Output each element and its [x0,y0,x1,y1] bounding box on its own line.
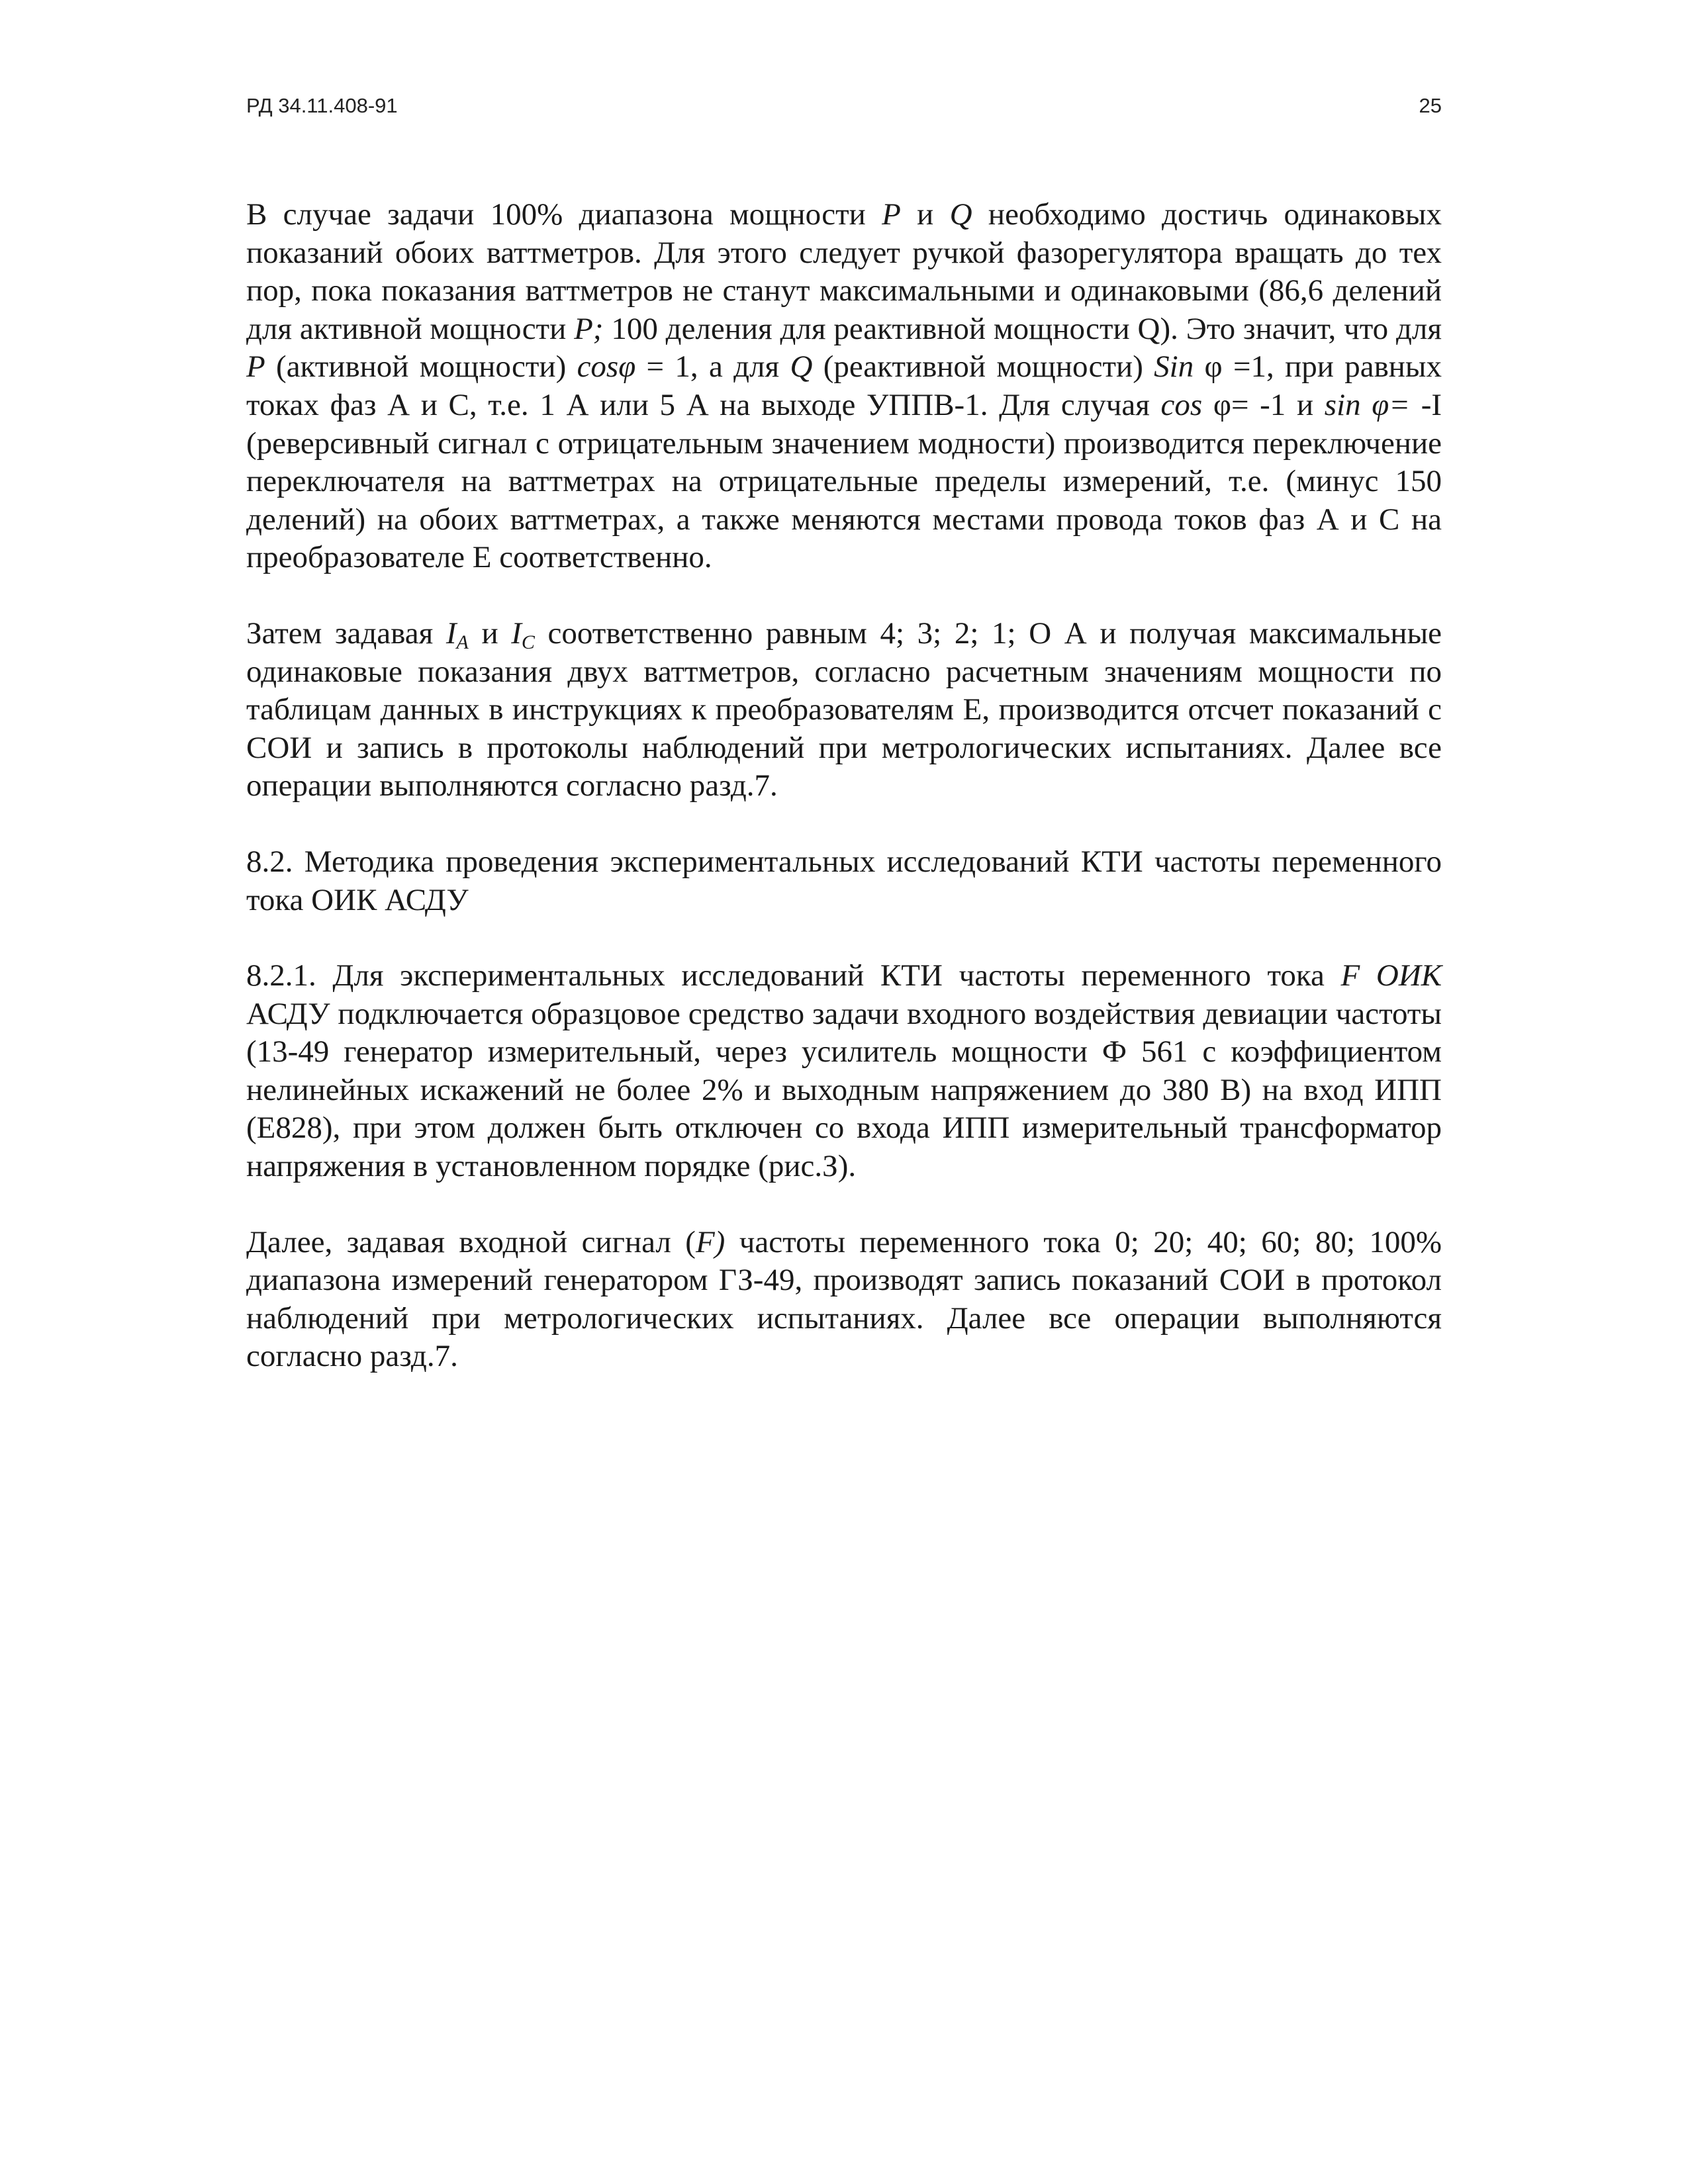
text-segment: (активной мощности) [265,349,577,385]
subscript-text: C [521,631,535,653]
italic-text-segment: cos [1160,387,1203,422]
page-number: 25 [1419,94,1442,117]
italic-text-segment: P [246,349,265,385]
subscript-text: A [456,631,469,653]
italic-text-segment: P [882,197,901,232]
text-segment: 8.2. Методика проведения экспериментальных исследований КТИ частоты переменного тока ОИК АСДУ [246,844,1442,917]
text-segment: АСДУ подключается образцовое средство задачи входного воздействия девиации частоты (13-49 генератор измерительный, через усилитель мощности Ф 561 с коэффициентом нелинейных искажений не более 2% и выходным напряжением до 380 В) на вход ИПП (Е828), при этом должен быть отключен со входа ИПП измерительный трансформатор напряжения в установленном порядке (рис.З). [246,996,1442,1184]
paragraph-8-2-1 [246,957,1442,1186]
italic-text-segment: Q [790,349,813,385]
text-segment: В случае задачи 100% диапазона мощности [246,197,882,232]
text-segment: φ= -1 и [1202,387,1325,422]
italic-text-segment: I [511,615,522,651]
italic-text-segment: sin φ= [1324,387,1411,422]
page-header [246,94,1442,126]
text-segment: и [900,197,950,232]
text-segment: 8.2.1. Для экспериментальных исследований КТИ частоты переменного тока [246,958,1341,993]
text-segment: = 1, а для [635,349,790,385]
text-segment: Далее, задавая входной сигнал ( [246,1224,696,1259]
document-code: РД 34.11.408-91 [246,94,398,117]
italic-text-segment: Sin [1154,349,1194,385]
italic-text-segment: Q [949,197,972,232]
section-heading-8-2 [246,843,1442,919]
text-segment: -I (реверсивный сигнал с отрицательным значением модности) производится переключение переключателя на ваттметрах на отрицательные пределы измерений, т.е. (минус 150 делений) на обоих ваттметрах, а также меняются местами провода токов фаз А и С на преобразователе Е соответственно. [246,387,1442,575]
text-segment: соответственно равным 4; 3; 2; 1; О А и получая максимальные одинаковые показания двух ваттметров, согласно расчетным значениям мощности по таблицам данных в инструкциях к преобразователям Е, производится отсчет показаний с СОИ и запись в протоколы наблюдений при метрологических испытаниях. Далее все операции выполняются согласно разд.7. [246,615,1442,803]
italic-text-segment: I [445,615,457,651]
italic-text-segment: F) [695,1224,726,1259]
italic-text-segment: cosφ [577,349,636,385]
italic-text-segment: F ОИК [1340,958,1442,993]
text-segment: необходимо достичь одинаковых показаний обоих ваттметров. Для этого следует ручкой фазорегулятора вращать до тех пор, пока показания ваттметров не станут максимальными и одинаковыми (86,6 делений для активной мощности [246,197,1442,346]
text-segment: φ =1, при равных токах фаз А и С, т.е. 1 А или 5 А на выходе УППВ-1. Для случая [246,349,1442,422]
text-segment: частоты переменного тока 0; 20; 40; 60; 80; 100% диапазона измерений генератором ГЗ-49, производят запись показаний СОИ в протокол наблюдений при метрологических испытаниях. Далее все операции выполняются согласно разд.7. [246,1224,1442,1374]
paragraph-current-setting [246,615,1442,805]
text-segment: (реактивной мощности) [812,349,1154,385]
text-segment: 100 деления для реактивной мощности Q). Это значит, что для [603,311,1442,346]
text-segment: Затем задавая [246,615,446,651]
italic-text-segment: P; [574,311,604,346]
text-segment: и [468,615,512,651]
document-body [246,196,1442,1414]
paragraph-frequency-input [246,1224,1442,1376]
paragraph-power-range [246,196,1442,577]
